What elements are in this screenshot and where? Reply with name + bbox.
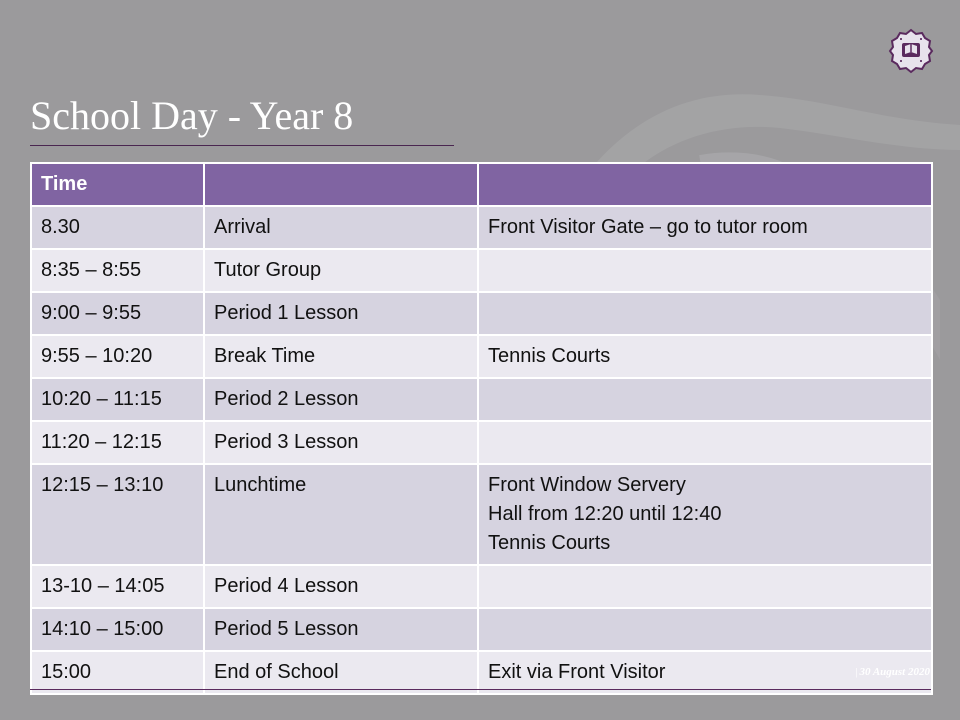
cell-time: 10:20 – 11:15	[31, 378, 204, 421]
cell-location	[478, 378, 932, 421]
cell-time: 15:00	[31, 651, 204, 694]
cell-location	[478, 608, 932, 651]
footer-rule	[30, 689, 931, 690]
cell-time: 9:00 – 9:55	[31, 292, 204, 335]
footer-date-text: 30 August 2020	[859, 666, 930, 678]
location-line: Exit via Front Visitor	[488, 661, 666, 683]
cell-location	[478, 292, 932, 335]
cell-time: 14:10 – 15:00	[31, 608, 204, 651]
location-line: Front Visitor Gate – go to tutor room	[488, 216, 808, 238]
cell-time: 8:35 – 8:55	[31, 249, 204, 292]
location-line: Hall from 12:20 until 12:40	[488, 503, 722, 525]
table-header-row	[31, 163, 932, 206]
cell-time: 12:15 – 13:10	[31, 464, 204, 565]
table-row	[31, 651, 932, 694]
cell-activity: Period 4 Lesson	[204, 565, 478, 608]
cell-activity: Period 1 Lesson	[204, 292, 478, 335]
footer-separator: |	[855, 666, 858, 678]
cell-activity: Break Time	[204, 335, 478, 378]
cell-activity: Period 5 Lesson	[204, 608, 478, 651]
table-row	[31, 421, 932, 464]
table-row	[31, 292, 932, 335]
header-activity	[204, 163, 478, 206]
location-line: Front Window Servery	[488, 474, 686, 496]
header-time: Time	[31, 163, 204, 206]
cell-activity: Arrival	[204, 206, 478, 249]
table-row	[31, 464, 932, 565]
cell-location	[478, 335, 932, 378]
title-underline	[30, 145, 454, 146]
cell-time: 9:55 – 10:20	[31, 335, 204, 378]
header-location	[478, 163, 932, 206]
location-line: Tennis Courts	[488, 532, 611, 554]
schedule-table	[30, 162, 933, 695]
cell-activity: Period 3 Lesson	[204, 421, 478, 464]
cell-activity: End of School	[204, 651, 478, 694]
cell-location	[478, 421, 932, 464]
table-row	[31, 378, 932, 421]
cell-time: 13-10 – 14:05	[31, 565, 204, 608]
cell-location	[478, 249, 932, 292]
cell-time: 11:20 – 12:15	[31, 421, 204, 464]
table-row	[31, 608, 932, 651]
cell-time: 8.30	[31, 206, 204, 249]
school-crest-icon	[888, 28, 934, 74]
cell-location	[478, 565, 932, 608]
cell-location	[478, 206, 932, 249]
location-line: Tennis Courts	[488, 345, 611, 367]
cell-activity: Lunchtime	[204, 464, 478, 565]
table-row	[31, 565, 932, 608]
table-row	[31, 335, 932, 378]
table-row	[31, 249, 932, 292]
footer-date	[855, 666, 930, 678]
cell-activity: Tutor Group	[204, 249, 478, 292]
schedule-body	[31, 206, 932, 694]
page-title: School Day - Year 8	[30, 93, 354, 138]
cell-activity: Period 2 Lesson	[204, 378, 478, 421]
cell-location	[478, 464, 932, 565]
table-row	[31, 206, 932, 249]
